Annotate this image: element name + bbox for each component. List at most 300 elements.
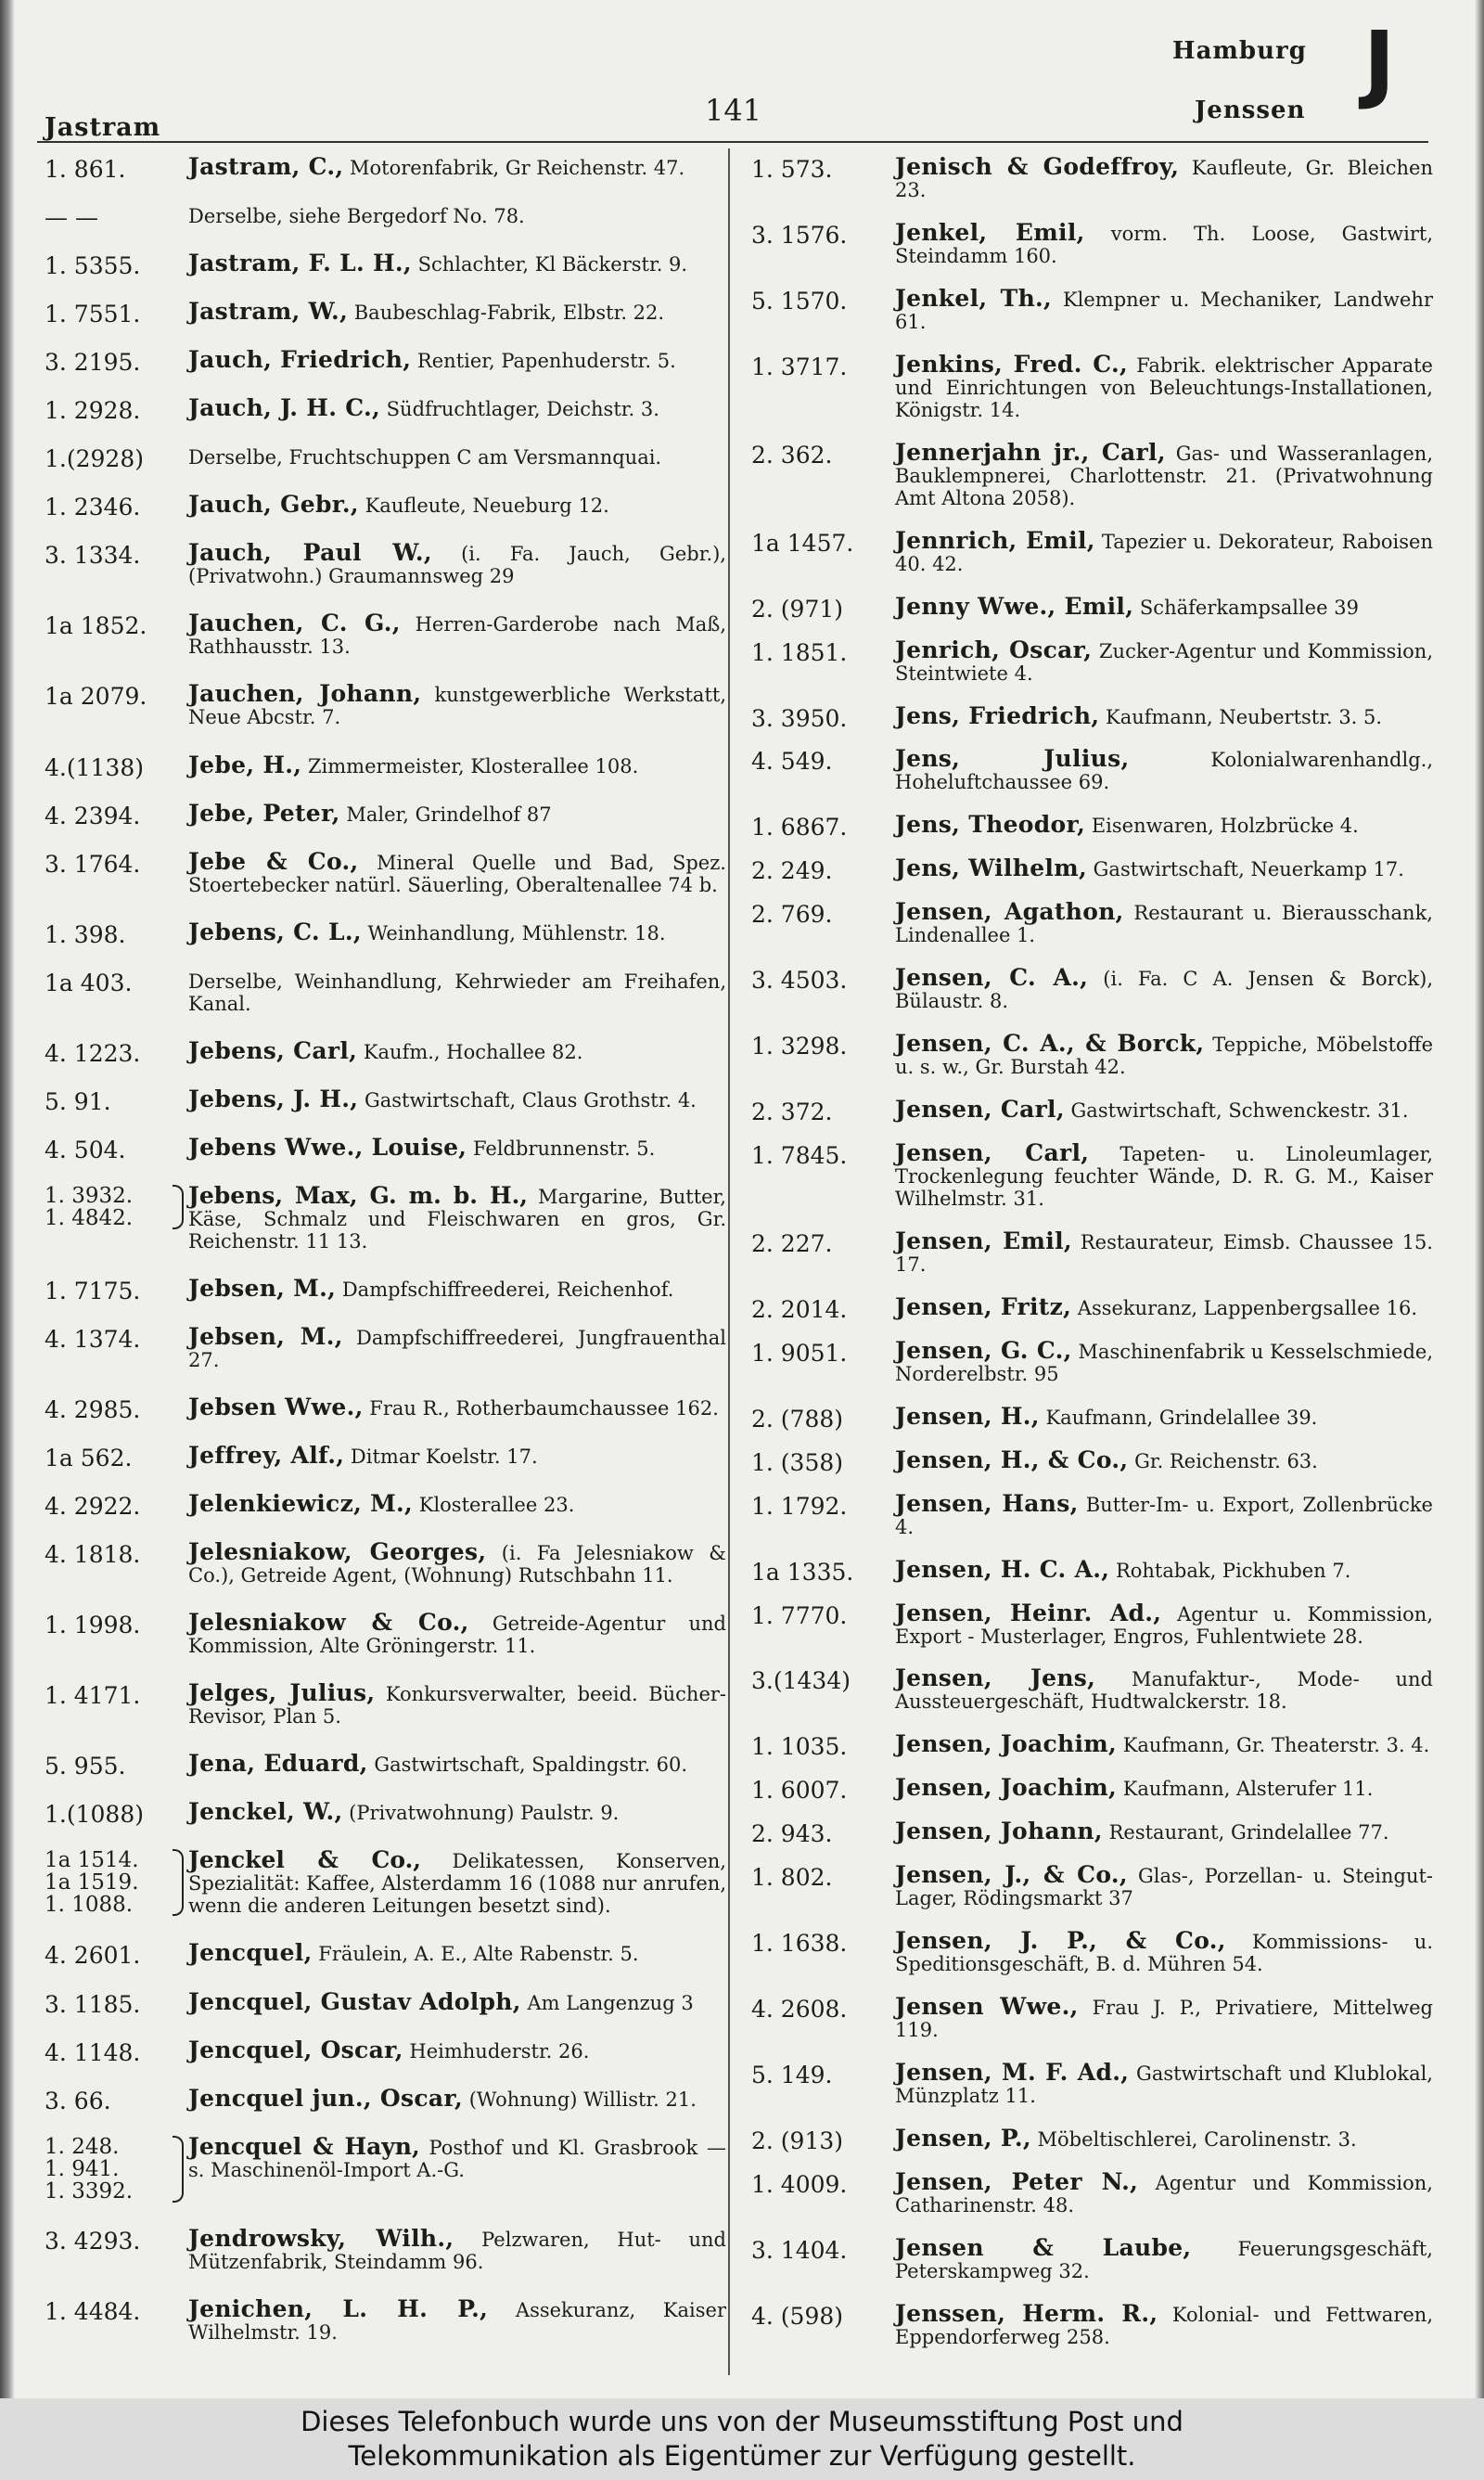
phone-number: 1. 3717. [751,353,848,380]
entry-name: Jendrowsky, Wilh., [188,2224,454,2252]
entry-name: Jensen Wwe., [895,1993,1079,2021]
page-edge-left [0,0,15,2398]
phone-number: 4. 504. [45,1136,126,1163]
list-entry [45,1679,726,1728]
list-entry [751,811,1433,842]
entry-details: Gastwirtschaft, Spaldingstr. 60. [367,1754,688,1777]
phone-number: 3. 4503. [751,967,848,995]
entry-details: kunstgewerbliche Werkstatt, Neue Abcstr. 7. [188,684,726,729]
entry-name: Jenckel & Co., [188,1846,421,1874]
entry-details: Kaufleute, Gr. Bleichen 23. [895,157,1433,201]
entry-name: Jensen, C. A., & Borck, [895,1030,1205,1058]
list-entry [45,491,726,521]
header-right-word: Jenssen [1195,96,1306,124]
entry-details: Baubeschlag-Fabrik, Elbstr. 22. [348,302,665,325]
list-entry [45,1798,726,1829]
list-entry [751,1818,1433,1848]
entry-name: Jenkel, Emil, [895,218,1085,246]
entry-name: Jensen, Agathon, [895,898,1124,926]
phone-number: 4.(1138) [45,753,144,781]
entry-name: Jens, Theodor, [895,811,1086,839]
list-entry [45,799,726,829]
entry-name: Jensen, Peter N., [895,2167,1139,2195]
phone-number: 1. 7770. [751,1601,848,1629]
entry-name: Jensen, H., [895,1402,1040,1430]
list-entry [751,1139,1433,1210]
list-entry [45,1490,726,1521]
list-entry [45,445,726,473]
brace-mark [173,2136,184,2203]
page-header [0,0,1484,176]
entry-details: Dampfschiffreederei, Jungfrauenthal 27. [188,1326,726,1371]
entry-details: Feldbrunnenstr. 5. [467,1137,656,1160]
phone-number: 1. 1035. [751,1733,848,1761]
list-entry [751,1730,1433,1761]
entry-name: Jennerjahn jr., Carl, [895,438,1166,466]
entry-name: Jelesniakow & Co., [188,1609,469,1637]
entry-details: Assekuranz, Kaiser Wilhelmstr. 19. [188,2298,726,2344]
entry-name: Jebe & Co., [188,847,359,875]
phone-number: 3. 1404. [751,2236,848,2264]
list-entry [751,964,1433,1013]
entry-name: Jencquel jun., Oscar, [188,2084,464,2112]
entry-details: Derselbe, Weinhandlung, Kehrwieder am Freihafen, Kanal. [188,970,726,1015]
phone-number: 4. 2601. [45,1942,141,1970]
list-entry [751,153,1433,201]
entry-details: Assekuranz, Lappenbergsallee 16. [1071,1296,1417,1319]
list-entry [45,847,726,896]
entry-details: Teppiche, Möbelstoffe u. s. w., Gr. Burstah 42. [895,1034,1433,1079]
phone-number: 1. 2346. [45,494,141,521]
phone-number: 4. 1148. [45,2038,141,2066]
entry-name: Jenisch & Godeffroy, [895,153,1180,180]
entry-name: Jensen, C. A., [895,964,1089,992]
entry-details: Weinhandlung, Mühlenstr. 18. [361,921,666,944]
entry-details: Butter-Im- u. Export, Zollenbrücke 4. [895,1493,1433,1538]
entry-name: Jauch, Gebr., [188,491,359,519]
phone-number: 1. 6007. [751,1777,848,1805]
entry-details: Fräulein, A. E., Alte Rabenstr. 5. [312,1943,639,1966]
entry-details: Schlachter, Kl Bäckerstr. 9. [411,253,688,276]
entry-details: Kaufm., Hochallee 82. [357,1040,583,1063]
list-entry [45,2224,726,2273]
phone-number: 4. 2608. [751,1996,848,2024]
entry-name: Jauch, J. H. C., [188,394,380,422]
phone-number: 1. 4009. [751,2170,848,2198]
list-entry [45,1036,726,1067]
page-edge-right [1475,0,1484,2398]
entry-name: Jenkel, Th., [895,284,1053,312]
entry-details: Tapeten- u. Linoleumlager, Trockenlegung feuchter Wände, D. R. G. M., Kaiser Wilhelmstr. 31. [895,1143,1433,1210]
phone-number: 2. (971) [751,595,844,623]
entry-details: Agentur u. Kommission, Export - Musterlager, Engros, Fuhlentwiete 28. [895,1602,1433,1648]
list-entry [751,2167,1433,2217]
list-entry [751,526,1433,575]
list-entry [45,539,726,588]
list-entry [45,2036,726,2066]
phone-number: 1. 6867. [751,814,848,842]
entry-name: Jenssen, Herm. R., [895,2299,1158,2327]
entry-name: Jens, Friedrich, [895,701,1100,729]
phone-number: 3. 66. [45,2087,111,2114]
entry-details: Restaurateur, Eimsb. Chaussee 15. 17. [895,1230,1433,1276]
list-entry-group [45,1181,726,1253]
entry-details: Gr. Reichenstr. 63. [1128,1449,1318,1472]
list-entry [751,218,1433,267]
list-entry [45,1442,726,1472]
entry-details: Rohtabak, Pickhuben 7. [1109,1559,1351,1582]
phone-number: 1. (358) [751,1448,844,1476]
entry-details: Feuerungsgeschäft, Peterskampweg 32. [895,2237,1433,2282]
list-entry [751,1227,1433,1276]
phone-number: 2. 362. [751,441,833,469]
entry-name: Jencquel & Hayn, [188,2132,420,2160]
entry-details: Getreide-Agentur und Kommission, Alte Gröningerstr. 11. [188,1613,726,1658]
entry-name: Jensen, P., [895,2124,1031,2152]
list-entry [751,1292,1433,1323]
entry-details: (i. Fa Jelesniakow & Co.), Getreide Agent, (Wohnung) Rutschbahn 11. [188,1542,726,1587]
list-entry [45,1274,726,1304]
entry-details: Herren-Garderobe nach Maß, Rathhausstr. 13. [188,613,726,659]
entry-details: Heimhuderstr. 26. [403,2039,590,2062]
phone-number: 3. 2195. [45,349,141,377]
entry-details: Kolonial- und Fettwaren, Eppendorferweg 258. [895,2303,1433,2348]
entry-name: Jensen, Carl, [895,1096,1065,1124]
list-entry [45,394,726,425]
phone-number: 2. 769. [751,901,833,929]
phone-number: — — [45,204,98,232]
list-entry [45,346,726,377]
entry-details: Restaurant, Grindelallee 77. [1102,1821,1389,1844]
entry-name: Jensen, H. C. A., [895,1555,1110,1583]
phone-number: 1. 9051. [751,1339,848,1367]
header-left-word: Jastram [45,113,161,142]
phone-number: 3. 3950. [751,704,848,732]
entry-name: Jelenkiewicz, M., [188,1490,414,1518]
list-entry [45,153,726,183]
list-entry [751,284,1433,333]
list-entry [751,898,1433,947]
phone-number: 1a 2079. [45,683,147,711]
entry-details: Derselbe, siehe Bergedorf No. 78. [188,205,525,228]
list-entry [751,636,1434,685]
entry-name: Jensen, Heinr. Ad., [895,1599,1162,1626]
entry-details: Zimmermeister, Klosterallee 108. [301,754,639,777]
entry-name: Jebsen, M., [188,1322,343,1350]
phone-number: 2. 2014. [751,1295,848,1323]
list-entry [45,1939,726,1970]
phone-number: 1a 403. [45,969,133,996]
phone-number: 1a 1457. [751,529,854,557]
entry-details: Delikatessen, Konserven, Spezialität: Kaffee, Alsterdamm 16 (1088 nur anrufen, wenn die anderen Leitungen besetzt sind). [188,1850,726,1918]
entry-name: Jensen, Joachim, [895,1730,1118,1758]
entry-details: (Wohnung) Willistr. 21. [463,2088,697,2111]
list-entry [751,2233,1433,2282]
phone-number: 2. 249. [751,857,833,885]
entry-name: Jensen, Hans, [895,1489,1079,1517]
phone-number: 2. (913) [751,2127,844,2154]
list-entry [751,2299,1433,2348]
entry-details: Posthof und Kl. Grasbrook — s. Maschinenöl-Import A.-G. [188,2136,726,2181]
phone-number: 2. 943. [751,1820,833,1848]
entry-name: Jencquel, Oscar, [188,2036,403,2063]
entry-name: Jebens Wwe., Louise, [188,1133,467,1161]
phone-number: 1a 562. [45,1445,133,1472]
entry-name: Jencquel, [188,1939,313,1967]
phone-number: 1. 7175. [45,1277,141,1304]
entry-name: Jebe, H., [188,751,302,778]
phone-number: 1. 1638. [751,1930,848,1958]
phone-number: 3. 1185. [45,1990,141,2018]
entry-details: vorm. Th. Loose, Gastwirt, Steindamm 160. [895,222,1433,267]
phone-number: 1. 861. [45,156,126,183]
phone-number: 4. (598) [751,2302,844,2330]
entry-name: Jebens, C. L., [188,918,362,945]
phone-number: 4. 1223. [45,1039,141,1067]
entry-name: Jensen & Laube, [895,2233,1192,2261]
phone-number: 1. 802. [751,1864,833,1892]
phone-number: 1. 573. [751,156,833,183]
brace-mark [173,1185,184,1229]
entry-details: Kaufmann, Gr. Theaterstr. 3. 4. [1117,1734,1430,1757]
phone-number: 4. 2922. [45,1493,141,1521]
list-entry [45,918,726,948]
list-entry [45,1609,726,1658]
list-entry [751,1030,1433,1079]
entry-details: Kolonialwarenhandlg., Hoheluftchaussee 69. [895,749,1433,794]
phone-number: 3. 1576. [751,221,848,249]
entry-details: Kaufmann, Alsterufer 11. [1117,1778,1374,1801]
list-entry [45,612,726,658]
entry-details: Kommissions- u. Speditionsgeschäft, B. d. Mühren 54. [895,1931,1434,1976]
entry-details: Ditmar Koelstr. 17. [344,1446,538,1469]
phone-numbers: 1. 248. 1. 941. 1. 3392. [45,2134,134,2204]
list-entry [751,438,1434,509]
entry-name: Jebens, Carl, [188,1036,358,1064]
entry-details: Rentier, Papenhuderstr. 5. [411,350,676,373]
phone-number: 1. 4171. [45,1682,141,1710]
entry-details: Dampfschiffreederei, Reichenhof. [336,1278,674,1301]
entry-name: Jauchen, C. G., [188,610,401,637]
entry-details: Frau J. P., Privatiere, Mittelweg 119. [895,1997,1433,2042]
entry-name: Jeffrey, Alf., [188,1442,345,1470]
entry-details: Kaufmann, Neubertstr. 3. 5. [1099,705,1383,728]
entry-details: Gastwirtschaft, Schwenckestr. 31. [1064,1099,1409,1123]
entry-name: Jastram, W., [188,298,349,326]
entry-details: Gastwirtschaft, Neuerkamp 17. [1086,858,1404,881]
entry-name: Jena, Eduard, [188,1750,368,1778]
phone-number: 4. 1374. [45,1325,141,1353]
phone-number: 1. 7551. [45,301,141,328]
entry-details: Kaufleute, Neueburg 12. [358,495,609,518]
list-entry [751,2124,1433,2154]
footer-line-2: Telekommunikation als Eigentümer zur Verfügung gestellt. [348,2440,1136,2472]
list-entry [751,701,1433,732]
list-entry [45,1322,726,1371]
entry-details: Südfruchtlager, Deichstr. 3. [380,398,659,421]
phone-number: 3. 1334. [45,542,141,570]
entry-details: Schäferkampsallee 39 [1133,596,1359,619]
column-divider [728,148,730,2375]
entry-details: Gastwirtschaft und Klublokal, Münzplatz 11. [895,2062,1433,2107]
entry-name: Jenckel, W., [188,1798,343,1826]
entry-details: Pelzwaren, Hut- und Mützenfabrik, Steindamm 96. [188,2228,726,2273]
phone-number: 1.(2928) [45,445,144,473]
header-rule [37,141,1428,143]
entry-details: (i. Fa. Jauch, Gebr.), (Privatwohn.) Graumannsweg 29 [188,543,726,588]
entry-name: Jastram, F. L. H., [188,250,412,277]
footer-line-1: Dieses Telefonbuch wurde uns von der Museumsstiftung Post und [301,2406,1183,2437]
entry-name: Jenkins, Fred. C., [895,350,1129,378]
phone-number: 3. 4293. [45,2227,141,2255]
phone-number: 1a 1335. [751,1558,854,1586]
list-entry [45,1987,726,2018]
page-number: 141 [705,93,762,128]
phone-number: 1. 1998. [45,1612,141,1639]
entry-name: Jauchen, Johann, [188,680,422,708]
entry-details: Kaufmann, Grindelallee 39. [1039,1406,1318,1429]
list-entry [751,1446,1433,1476]
entry-details: (i. Fa. C A. Jensen & Borck), Bülaustr. 8. [895,968,1433,1013]
list-entry [751,1927,1434,1976]
footer-notice [0,2398,1484,2480]
phone-number: 1a 1852. [45,612,147,640]
list-entry [45,1394,726,1424]
entry-details: Motorenfabrik, Gr Reichenstr. 47. [343,157,685,179]
phone-number: 1. 1792. [751,1492,848,1520]
list-entry [45,2294,726,2344]
phone-number: 1. 5355. [45,252,141,280]
entry-name: Jensen, J. P., & Co., [895,1927,1226,1955]
list-entry [751,1993,1433,2042]
phone-number: 1. 3298. [751,1033,848,1060]
list-entry [751,745,1433,794]
list-entry-group [45,2132,726,2204]
entry-name: Jelges, Julius, [188,1679,376,1707]
entry-name: Jenny Wwe., Emil, [895,592,1134,620]
list-entry [45,680,726,729]
entry-name: Jensen, Fritz, [895,1292,1072,1320]
list-entry [751,1336,1433,1385]
entry-details: Fabrik. elektrischer Apparate und Einrichtungen von Beleuchtungs-Installationen, Königstr. 14. [895,353,1433,421]
list-entry [751,1599,1433,1648]
entry-details: Am Langenzug 3 [520,1991,694,2014]
list-entry [45,970,726,1015]
entry-name: Jencquel, Gustav Adolph, [188,1987,521,2015]
entry-details: Margarine, Butter, Käse, Schmalz und Fleischwaren en gros, Gr. Reichenstr. 11 13. [188,1185,726,1253]
entry-name: Jensen, J., & Co., [895,1861,1128,1889]
entry-name: Jenrich, Oscar, [895,636,1093,663]
entry-details: Frau R., Rotherbaumchaussee 162. [363,1397,719,1420]
entry-name: Jens, Julius, [895,745,1130,773]
phone-number: 4. 2394. [45,802,141,829]
entry-details: Manufaktur-, Mode- und Aussteuergeschäft, Hudtwalckerstr. 18. [895,1668,1433,1714]
list-entry [45,751,726,781]
entry-name: Jebens, J. H., [188,1085,359,1112]
entry-name: Jennrich, Emil, [895,526,1095,554]
brace-mark [173,1849,184,1916]
list-entry [751,592,1433,623]
list-entry-group [45,1846,726,1918]
entry-details: Agentur und Kommission, Catharinenstr. 48. [895,2171,1433,2217]
list-entry [751,855,1433,885]
entry-details: Derselbe, Fruchtschuppen C am Versmannquai. [188,446,662,469]
list-entry [45,1085,726,1115]
entry-details: Eisenwaren, Holzbrücke 4. [1085,815,1359,838]
list-entry [751,1402,1433,1433]
list-entry [751,2059,1433,2107]
entry-name: Jensen, M. F. Ad., [895,2059,1130,2086]
list-entry [45,204,726,232]
entry-details: Maler, Grindelhof 87 [339,803,552,826]
list-entry [751,1555,1433,1586]
phone-number: 1. 1851. [751,638,848,666]
list-entry [45,1750,726,1780]
right-column [751,153,1434,2369]
phone-number: 1. 7845. [751,1142,848,1169]
phone-number: 3.(1434) [751,1667,851,1695]
phone-number: 5. 955. [45,1753,126,1780]
list-entry [751,1664,1433,1714]
list-entry [45,298,726,328]
phone-number: 5. 149. [751,2062,833,2088]
entry-name: Jens, Wilhelm, [895,855,1087,882]
left-column [45,153,726,2369]
phone-number: 1.(1088) [45,1801,144,1829]
phone-numbers: 1. 3932. 1. 4842. [45,1183,134,1230]
phone-number: 5. 91. [45,1087,111,1115]
list-entry [45,1133,726,1163]
phone-number: 4. 549. [751,748,833,776]
entry-name: Jensen, Johann, [895,1818,1103,1845]
phone-number: 2. 372. [751,1099,833,1126]
entry-details: Gastwirtschaft, Claus Grothstr. 4. [358,1088,697,1112]
entry-name: Jenichen, L. H. P., [188,2294,489,2322]
list-entry [751,1489,1433,1538]
entry-name: Jensen, G. C., [895,1336,1072,1364]
entry-details: Konkursverwalter, beeid. Bücher-Revisor, Plan 5. [188,1683,726,1728]
entry-name: Jebsen Wwe., [188,1394,364,1421]
entry-name: Jelesniakow, Georges, [188,1538,487,1566]
list-entry [751,1096,1433,1126]
entry-details: Tapezier u. Dekorateur, Raboisen 40. 42. [895,530,1433,575]
entry-details: Klempner u. Mechaniker, Landwehr 61. [895,288,1433,333]
entry-details: Glas-, Porzellan- u. Steingut-Lager, Rödingsmarkt 37 [895,1865,1434,1910]
phone-number: 1. 398. [45,920,126,948]
entry-details: Möbeltischlerei, Carolinenstr. 3. [1030,2127,1357,2151]
list-entry [45,2084,726,2114]
entry-name: Jensen, H., & Co., [895,1446,1129,1473]
phone-number: 3. 1764. [45,850,141,878]
list-entry [751,350,1433,421]
entry-name: Jebe, Peter, [188,799,340,827]
entry-name: Jebens, Max, G. m. b. H., [188,1181,528,1209]
entry-name: Jensen, Jens, [895,1664,1096,1692]
entry-name: Jensen, Emil, [895,1227,1072,1254]
header-city: Hamburg [1172,37,1307,65]
section-letter: J [1363,13,1396,112]
entry-details: Mineral Quelle und Bad, Spez. Stoertebecker natürl. Säuerling, Oberaltenallee 74 b. [188,851,726,896]
phone-number: 2. 227. [751,1229,833,1257]
list-entry [45,1538,726,1587]
entry-name: Jensen, Carl, [895,1139,1090,1166]
entry-details: Restaurant u. Bierausschank, Lindenallee 1. [895,902,1433,947]
entry-name: Jebsen, M., [188,1274,337,1302]
entry-name: Jauch, Paul W., [188,539,432,567]
entry-name: Jastram, C., [188,153,344,180]
entry-details: Zucker-Agentur und Kommission, Steintwiete 4. [895,639,1434,685]
phone-number: 4. 2985. [45,1396,141,1424]
